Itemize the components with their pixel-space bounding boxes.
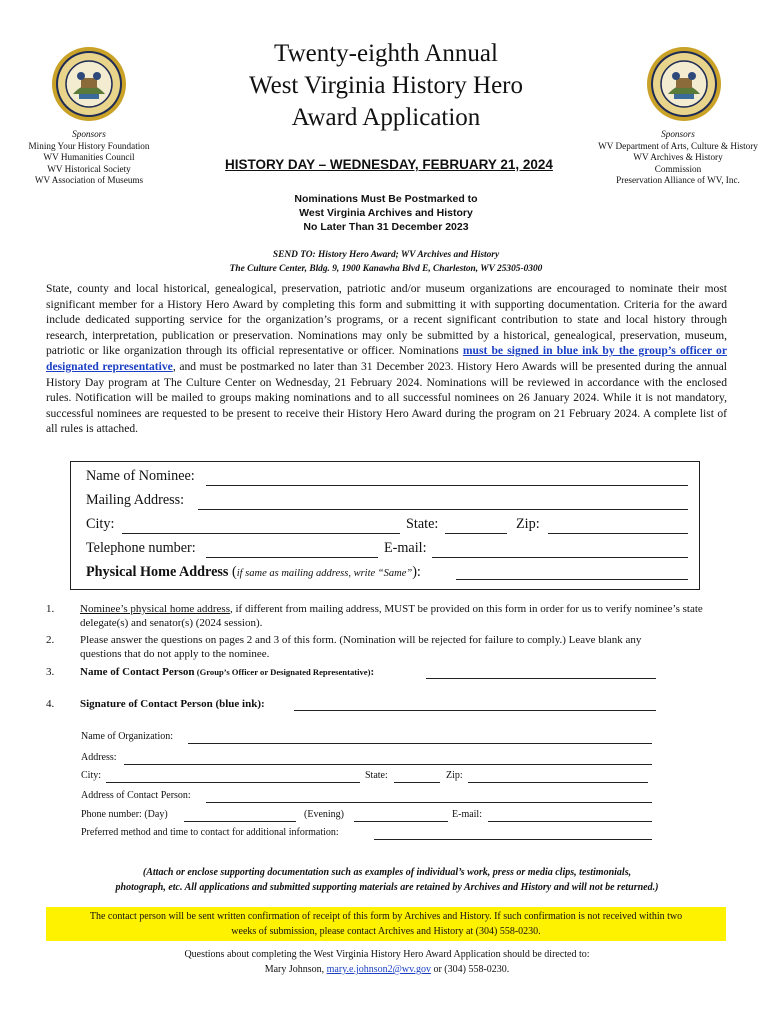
sponsor-item: WV Association of Museums (34, 175, 144, 185)
attach-note-line: (Attach or enclose supporting documentation such as examples of individual’s work, press or media clips, testimonials, (142, 867, 632, 878)
list-number: 2. (46, 634, 55, 646)
send-to-line: SEND TO: History Hero Award; WV Archives and History (272, 250, 500, 260)
sponsor-item: WV Department of Arts, Culture & History (598, 140, 758, 151)
phone-day-field[interactable] (184, 821, 296, 822)
list-item (46, 666, 736, 682)
mailing-address-field[interactable] (198, 509, 688, 510)
contact-person-address-field[interactable] (206, 802, 652, 803)
state-label: State: (406, 516, 439, 532)
history-day-heading: HISTORY DAY – WEDNESDAY, FEBRUARY 21, 2024 (225, 157, 553, 172)
postmark-line: No Later Than 31 December 2023 (303, 221, 469, 233)
send-to-line: The Culture Center, Bldg. 9, 1900 Kanawha Blvd E, Charleston, WV 25305-0300 (229, 264, 543, 274)
confirmation-line: weeks of submission, please contact Archives and History at (304) 558-0230. (231, 926, 541, 937)
preferred-contact-label: Preferred method and time to contact for additional information: (81, 827, 339, 838)
state-field[interactable] (445, 533, 507, 534)
contact-state-label: State: (365, 770, 388, 781)
phone-evening-label: (Evening) (304, 809, 344, 820)
footer-contact (60, 947, 714, 977)
paren: ( (228, 564, 237, 580)
signature-field[interactable] (294, 710, 656, 711)
state-seal-right-icon (646, 46, 722, 122)
list-text-body: , if different from mailing address, MUST be provided on this form in order for us to verify nominee’s state delegate(s) and senator(s) (2024 session). (80, 603, 703, 629)
contact-zip-field[interactable] (468, 782, 648, 783)
city-field[interactable] (122, 533, 400, 534)
footer-line: Questions about completing the West Virginia History Hero Award Application should be directed to: (184, 949, 590, 960)
contact-email-field[interactable] (488, 821, 652, 822)
list-item (46, 698, 736, 714)
contact-state-field[interactable] (394, 782, 440, 783)
contact-city-field[interactable] (106, 782, 360, 783)
page-title (200, 38, 572, 134)
sponsors-right (594, 129, 762, 187)
sponsor-item: WV Archives & History (633, 152, 723, 162)
footer-line (60, 962, 714, 977)
email-label: E-mail: (384, 540, 427, 556)
list-text (80, 603, 732, 630)
list-item (46, 603, 736, 631)
state-seal-left-icon (51, 46, 127, 122)
email-field[interactable] (432, 557, 688, 558)
physical-address-field[interactable] (456, 579, 688, 580)
contact-person-field[interactable] (426, 678, 656, 679)
mailing-address-label: Mailing Address: (86, 492, 185, 508)
zip-field[interactable] (548, 533, 688, 534)
physical-address-bold: Physical Home Address (86, 564, 229, 580)
confirmation-line: The contact person will be sent written confirmation of receipt of this form by Archives and History. If such confirmation is not received within two (89, 911, 683, 922)
postmark-notice (190, 192, 582, 234)
sponsors-left-heading: Sponsors (72, 129, 106, 139)
signature-label: Signature of Contact Person (blue ink): (80, 698, 265, 710)
sponsor-item: Commission (654, 163, 702, 174)
physical-address-label (86, 564, 421, 581)
preferred-contact-field[interactable] (374, 839, 652, 840)
contact-address-label: Address: (81, 752, 117, 763)
sponsors-right-heading: Sponsors (661, 129, 695, 139)
city-label: City: (86, 516, 115, 532)
postmark-line: Nominations Must Be Postmarked to (294, 193, 478, 205)
nominee-name-label: Name of Nominee: (86, 468, 195, 484)
list-number: 3. (46, 666, 55, 678)
contact-city-label: City: (81, 770, 102, 781)
nominee-name-field[interactable] (206, 485, 688, 486)
title-line: West Virginia History Hero (249, 72, 523, 99)
colon: : (370, 666, 375, 678)
telephone-field[interactable] (206, 557, 378, 558)
attach-note-line: photograph, etc. All applications and submitted supporting materials are retained by Archives and History and will not be returned.) (115, 882, 659, 893)
intro-text: , and must be postmarked no later than 31 December 2023. History Hero Awards will be presented during the annual History Day program at The Culture Center on Wednesday, 21 February 2024. Nominations will be reviewed in accordance with the enclosed rules. Notification will be mailed to groups making nominations and to all successful nominees on 26 January 2024. While it is not mandatory, successful nominees are requested to be present to receive their History Hero Award during the program on 21 February 2024. A complete list of all rules is attached. (46, 359, 727, 436)
list-number: 4. (46, 698, 55, 710)
postmark-line: West Virginia Archives and History (299, 207, 473, 219)
title-line: Twenty-eighth Annual (274, 40, 498, 67)
zip-label: Zip: (516, 516, 540, 532)
phone-evening-field[interactable] (354, 821, 448, 822)
sponsors-left (18, 129, 160, 187)
organization-field[interactable] (188, 743, 652, 744)
contact-person-address-label: Address of Contact Person: (81, 790, 191, 801)
list-text: Please answer the questions on pages 2 and 3 of this form. (Nomination will be rejected for failure to comply.) Leave blank any questions that do not apply to the nominee. (80, 634, 642, 660)
paren: ): (412, 564, 421, 580)
sponsor-item: Preservation Alliance of WV, Inc. (616, 175, 740, 185)
physical-address-hint: if same as mailing address, write “Same” (236, 568, 413, 579)
blue-ink-link[interactable]: must be signed in blue ink by the group’s officer or designated representative (46, 344, 727, 373)
intro-text: State, county and local historical, genealogical, preservation, patriotic and/or museum organizations are encouraged to nominate their most significant member for a History Hero Award by completing this form and submitting it with supporting documentation. Criteria for the award include dedicated supporting service for the organization’s programs, or a recent significant contribution to state and local history through research, interpretation, publication or preservation. Nominations may only be submitted by a historical, genealogical, preservation, museum, patriotic or like organization through its official representative or officer. Nominations (46, 282, 727, 358)
telephone-label: Telephone number: (86, 540, 196, 556)
underlined-text: Nominee’s physical home address (80, 603, 230, 615)
contact-email-link[interactable]: mary.e.johnson2@wv.gov (326, 964, 431, 975)
send-to-address (150, 248, 622, 276)
intro-paragraph (46, 281, 727, 437)
sponsor-item: Mining Your History Foundation (28, 140, 150, 151)
contact-person-hint: (Group’s Officer or Designated Representative) (194, 667, 371, 677)
contact-email-label: E-mail: (452, 809, 482, 820)
contact-address-field[interactable] (124, 764, 652, 765)
sponsor-item: WV Humanities Council (43, 152, 135, 162)
list-number: 1. (46, 603, 55, 615)
phone-day-label: Phone number: (Day) (81, 809, 168, 820)
sponsor-item: WV Historical Society (47, 163, 131, 174)
contact-person-label: Name of Contact Person (80, 666, 195, 678)
list-item (46, 634, 736, 662)
attach-note (60, 865, 714, 895)
confirmation-notice (46, 907, 726, 941)
contact-phone: or (304) 558-0230. (430, 964, 510, 975)
contact-zip-label: Zip: (446, 770, 463, 781)
title-line: Award Application (291, 104, 481, 131)
organization-label: Name of Organization: (81, 731, 174, 742)
contact-name: Mary Johnson, (264, 964, 327, 975)
